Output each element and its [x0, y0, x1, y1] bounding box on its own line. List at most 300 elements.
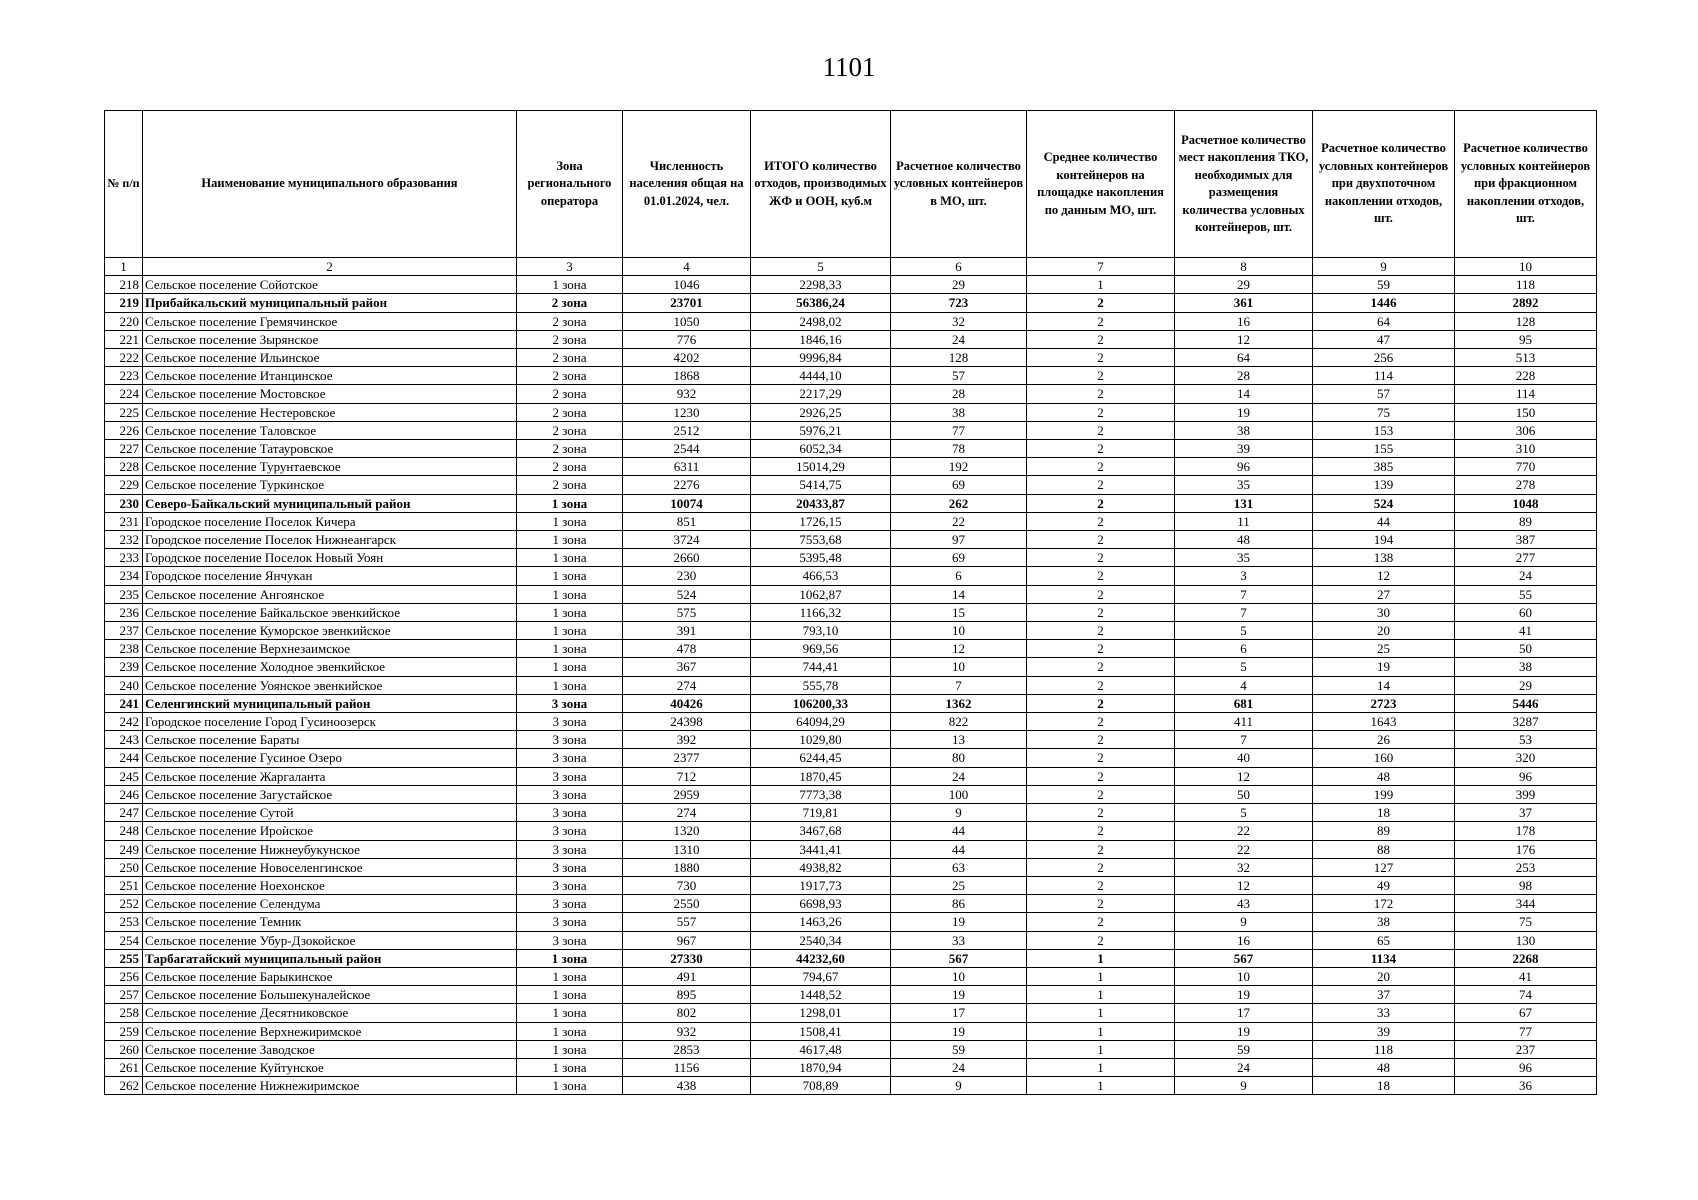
cell-zone: 2 зона	[517, 421, 623, 439]
column-number: 9	[1313, 258, 1455, 276]
cell-municipality-name: Городское поселение Город Гусиноозерск	[143, 713, 517, 731]
table-row	[105, 931, 1597, 949]
cell-row-number: 218	[105, 276, 143, 294]
table-row	[105, 549, 1597, 567]
cell-zone: 1 зона	[517, 531, 623, 549]
cell-zone: 3 зона	[517, 694, 623, 712]
cell-containers: 15	[891, 603, 1027, 621]
cell-row-number: 223	[105, 367, 143, 385]
cell-two-stream-containers: 194	[1313, 531, 1455, 549]
cell-population: 932	[623, 1022, 751, 1040]
cell-avg-containers: 2	[1027, 658, 1175, 676]
cell-row-number: 226	[105, 421, 143, 439]
table-row	[105, 458, 1597, 476]
cell-population: 1868	[623, 367, 751, 385]
cell-avg-containers: 2	[1027, 294, 1175, 312]
cell-zone: 3 зона	[517, 731, 623, 749]
cell-sites: 16	[1175, 931, 1313, 949]
cell-zone: 1 зона	[517, 658, 623, 676]
cell-fractional-containers: 228	[1455, 367, 1597, 385]
cell-population: 2544	[623, 440, 751, 458]
cell-population: 1050	[623, 312, 751, 330]
cell-sites: 64	[1175, 349, 1313, 367]
cell-row-number: 258	[105, 1004, 143, 1022]
cell-sites: 35	[1175, 549, 1313, 567]
cell-zone: 1 зона	[517, 1058, 623, 1076]
cell-avg-containers: 1	[1027, 967, 1175, 985]
header-cell-zone: Зона регионального оператора	[517, 111, 623, 258]
cell-zone: 3 зона	[517, 858, 623, 876]
table-row	[105, 676, 1597, 694]
cell-row-number: 241	[105, 694, 143, 712]
cell-zone: 1 зона	[517, 1004, 623, 1022]
cell-avg-containers: 2	[1027, 312, 1175, 330]
cell-sites: 567	[1175, 949, 1313, 967]
cell-avg-containers: 2	[1027, 421, 1175, 439]
cell-fractional-containers: 67	[1455, 1004, 1597, 1022]
cell-fractional-containers: 1048	[1455, 494, 1597, 512]
cell-containers: 14	[891, 585, 1027, 603]
header-cell-avg-containers: Среднее количество контейнеров на площадке накопления по данным МО, шт.	[1027, 111, 1175, 258]
cell-fractional-containers: 176	[1455, 840, 1597, 858]
cell-fractional-containers: 310	[1455, 440, 1597, 458]
cell-municipality-name: Сельское поселение Таловское	[143, 421, 517, 439]
cell-population: 1230	[623, 403, 751, 421]
cell-avg-containers: 2	[1027, 458, 1175, 476]
cell-municipality-name: Сельское поселение Итанцинское	[143, 367, 517, 385]
cell-fractional-containers: 344	[1455, 895, 1597, 913]
cell-row-number: 248	[105, 822, 143, 840]
header-cell-number: № п/п	[105, 111, 143, 258]
cell-fractional-containers: 36	[1455, 1077, 1597, 1095]
cell-population: 367	[623, 658, 751, 676]
cell-waste-total: 2540,34	[751, 931, 891, 949]
cell-municipality-name: Сельское поселение Куморское эвенкийское	[143, 622, 517, 640]
cell-sites: 40	[1175, 749, 1313, 767]
cell-containers: 38	[891, 403, 1027, 421]
cell-zone: 2 зона	[517, 403, 623, 421]
cell-containers: 19	[891, 913, 1027, 931]
cell-zone: 3 зона	[517, 895, 623, 913]
cell-sites: 17	[1175, 1004, 1313, 1022]
cell-sites: 12	[1175, 330, 1313, 348]
cell-fractional-containers: 278	[1455, 476, 1597, 494]
cell-sites: 411	[1175, 713, 1313, 731]
cell-population: 967	[623, 931, 751, 949]
cell-containers: 13	[891, 731, 1027, 749]
cell-sites: 9	[1175, 1077, 1313, 1095]
cell-two-stream-containers: 20	[1313, 622, 1455, 640]
cell-zone: 1 зона	[517, 567, 623, 585]
cell-waste-total: 744,41	[751, 658, 891, 676]
cell-zone: 2 зона	[517, 349, 623, 367]
cell-containers: 128	[891, 349, 1027, 367]
cell-two-stream-containers: 153	[1313, 421, 1455, 439]
cell-two-stream-containers: 27	[1313, 585, 1455, 603]
cell-containers: 69	[891, 549, 1027, 567]
cell-waste-total: 1166,32	[751, 603, 891, 621]
cell-containers: 77	[891, 421, 1027, 439]
cell-sites: 29	[1175, 276, 1313, 294]
cell-sites: 5	[1175, 658, 1313, 676]
cell-fractional-containers: 306	[1455, 421, 1597, 439]
cell-zone: 1 зона	[517, 986, 623, 1004]
cell-fractional-containers: 320	[1455, 749, 1597, 767]
cell-population: 2377	[623, 749, 751, 767]
cell-fractional-containers: 53	[1455, 731, 1597, 749]
cell-row-number: 240	[105, 676, 143, 694]
column-number: 3	[517, 258, 623, 276]
cell-two-stream-containers: 14	[1313, 676, 1455, 694]
cell-containers: 78	[891, 440, 1027, 458]
header-cell-name: Наименование муниципального образования	[143, 111, 517, 258]
cell-containers: 1362	[891, 694, 1027, 712]
cell-municipality-name: Северо-Байкальский муниципальный район	[143, 494, 517, 512]
table-row	[105, 785, 1597, 803]
cell-zone: 1 зона	[517, 549, 623, 567]
cell-row-number: 235	[105, 585, 143, 603]
cell-two-stream-containers: 1446	[1313, 294, 1455, 312]
cell-municipality-name: Сельское поселение Десятниковское	[143, 1004, 517, 1022]
cell-containers: 29	[891, 276, 1027, 294]
cell-two-stream-containers: 38	[1313, 913, 1455, 931]
cell-municipality-name: Прибайкальский муниципальный район	[143, 294, 517, 312]
cell-fractional-containers: 2268	[1455, 949, 1597, 967]
header-cell-fractional: Расчетное количество условных контейнеров при фракционном накоплении отходов, шт.	[1455, 111, 1597, 258]
cell-avg-containers: 2	[1027, 403, 1175, 421]
table-row	[105, 512, 1597, 530]
cell-two-stream-containers: 155	[1313, 440, 1455, 458]
table-body	[105, 276, 1597, 1095]
table-row-district	[105, 694, 1597, 712]
cell-fractional-containers: 29	[1455, 676, 1597, 694]
cell-sites: 5	[1175, 804, 1313, 822]
cell-population: 2276	[623, 476, 751, 494]
cell-zone: 1 зона	[517, 676, 623, 694]
cell-avg-containers: 2	[1027, 858, 1175, 876]
table-row-district	[105, 949, 1597, 967]
cell-two-stream-containers: 139	[1313, 476, 1455, 494]
cell-row-number: 225	[105, 403, 143, 421]
table-row	[105, 440, 1597, 458]
column-number: 10	[1455, 258, 1597, 276]
cell-waste-total: 5395,48	[751, 549, 891, 567]
cell-municipality-name: Сельское поселение Заводское	[143, 1040, 517, 1058]
cell-two-stream-containers: 12	[1313, 567, 1455, 585]
cell-waste-total: 44232,60	[751, 949, 891, 967]
cell-avg-containers: 2	[1027, 440, 1175, 458]
table-row	[105, 1022, 1597, 1040]
cell-population: 24398	[623, 713, 751, 731]
cell-zone: 1 зона	[517, 603, 623, 621]
cell-sites: 7	[1175, 603, 1313, 621]
table-row	[105, 421, 1597, 439]
cell-containers: 10	[891, 622, 1027, 640]
cell-containers: 9	[891, 1077, 1027, 1095]
cell-containers: 69	[891, 476, 1027, 494]
table-row	[105, 840, 1597, 858]
cell-population: 712	[623, 767, 751, 785]
cell-waste-total: 1870,45	[751, 767, 891, 785]
table-row-district	[105, 494, 1597, 512]
cell-containers: 19	[891, 1022, 1027, 1040]
cell-avg-containers: 2	[1027, 494, 1175, 512]
cell-avg-containers: 2	[1027, 476, 1175, 494]
column-number: 4	[623, 258, 751, 276]
cell-avg-containers: 2	[1027, 804, 1175, 822]
table-row	[105, 276, 1597, 294]
cell-fractional-containers: 513	[1455, 349, 1597, 367]
cell-sites: 48	[1175, 531, 1313, 549]
cell-population: 895	[623, 986, 751, 1004]
cell-containers: 44	[891, 840, 1027, 858]
cell-two-stream-containers: 2723	[1313, 694, 1455, 712]
cell-population: 932	[623, 385, 751, 403]
cell-municipality-name: Сельское поселение Татауровское	[143, 440, 517, 458]
cell-two-stream-containers: 138	[1313, 549, 1455, 567]
cell-sites: 35	[1175, 476, 1313, 494]
cell-row-number: 229	[105, 476, 143, 494]
cell-waste-total: 6244,45	[751, 749, 891, 767]
cell-row-number: 224	[105, 385, 143, 403]
cell-row-number: 228	[105, 458, 143, 476]
cell-row-number: 242	[105, 713, 143, 731]
header-cell-population: Численность населения общая на 01.01.2024, чел.	[623, 111, 751, 258]
cell-municipality-name: Сельское поселение Сутой	[143, 804, 517, 822]
cell-row-number: 238	[105, 640, 143, 658]
cell-containers: 80	[891, 749, 1027, 767]
cell-two-stream-containers: 44	[1313, 512, 1455, 530]
cell-row-number: 256	[105, 967, 143, 985]
cell-municipality-name: Сельское поселение Большекуналейское	[143, 986, 517, 1004]
cell-municipality-name: Сельское поселение Ноехонское	[143, 876, 517, 894]
table-row	[105, 603, 1597, 621]
cell-avg-containers: 2	[1027, 731, 1175, 749]
cell-population: 2853	[623, 1040, 751, 1058]
cell-waste-total: 793,10	[751, 622, 891, 640]
cell-containers: 57	[891, 367, 1027, 385]
cell-fractional-containers: 5446	[1455, 694, 1597, 712]
cell-two-stream-containers: 88	[1313, 840, 1455, 858]
cell-row-number: 243	[105, 731, 143, 749]
cell-sites: 131	[1175, 494, 1313, 512]
table-row	[105, 531, 1597, 549]
cell-two-stream-containers: 33	[1313, 1004, 1455, 1022]
table-row	[105, 1077, 1597, 1095]
cell-avg-containers: 2	[1027, 676, 1175, 694]
cell-two-stream-containers: 65	[1313, 931, 1455, 949]
cell-fractional-containers: 50	[1455, 640, 1597, 658]
header-cell-sites: Расчетное количество мест накопления ТКО, необходимых для размещения количества условных контейнеров, шт.	[1175, 111, 1313, 258]
cell-two-stream-containers: 127	[1313, 858, 1455, 876]
cell-fractional-containers: 38	[1455, 658, 1597, 676]
cell-municipality-name: Сельское поселение Нижнеубукунское	[143, 840, 517, 858]
data-table	[104, 110, 1597, 1095]
table-row	[105, 876, 1597, 894]
table-row	[105, 640, 1597, 658]
cell-municipality-name: Городское поселение Поселок Кичера	[143, 512, 517, 530]
cell-municipality-name: Сельское поселение Жаргаланта	[143, 767, 517, 785]
cell-containers: 86	[891, 895, 1027, 913]
column-number: 6	[891, 258, 1027, 276]
cell-avg-containers: 2	[1027, 603, 1175, 621]
cell-avg-containers: 2	[1027, 531, 1175, 549]
cell-fractional-containers: 770	[1455, 458, 1597, 476]
cell-population: 776	[623, 330, 751, 348]
cell-fractional-containers: 2892	[1455, 294, 1597, 312]
table-row	[105, 822, 1597, 840]
cell-population: 2550	[623, 895, 751, 913]
cell-two-stream-containers: 20	[1313, 967, 1455, 985]
cell-sites: 19	[1175, 986, 1313, 1004]
cell-population: 478	[623, 640, 751, 658]
cell-waste-total: 2926,25	[751, 403, 891, 421]
cell-municipality-name: Сельское поселение Убур-Дзокойское	[143, 931, 517, 949]
cell-zone: 2 зона	[517, 458, 623, 476]
header-cell-two-stream: Расчетное количество условных контейнеров при двухпоточном накоплении отходов, шт.	[1313, 111, 1455, 258]
header-cell-containers: Расчетное количество условных контейнеров в МО, шт.	[891, 111, 1027, 258]
cell-containers: 32	[891, 312, 1027, 330]
cell-waste-total: 555,78	[751, 676, 891, 694]
cell-municipality-name: Сельское поселение Ироѝское	[143, 822, 517, 840]
cell-zone: 3 зона	[517, 876, 623, 894]
cell-waste-total: 1298,01	[751, 1004, 891, 1022]
cell-waste-total: 1726,15	[751, 512, 891, 530]
cell-zone: 1 зона	[517, 1077, 623, 1095]
cell-zone: 1 зона	[517, 585, 623, 603]
cell-municipality-name: Сельское поселение Куйтунское	[143, 1058, 517, 1076]
cell-avg-containers: 2	[1027, 349, 1175, 367]
cell-waste-total: 708,89	[751, 1077, 891, 1095]
cell-containers: 24	[891, 767, 1027, 785]
cell-fractional-containers: 399	[1455, 785, 1597, 803]
header-cell-waste-total: ИТОГО количество отходов, производимых ЖФ и ООН, куб.м	[751, 111, 891, 258]
cell-row-number: 227	[105, 440, 143, 458]
cell-avg-containers: 2	[1027, 367, 1175, 385]
table-row	[105, 858, 1597, 876]
cell-municipality-name: Сельское поселение Байкальское эвенкийское	[143, 603, 517, 621]
cell-sites: 59	[1175, 1040, 1313, 1058]
cell-sites: 50	[1175, 785, 1313, 803]
cell-two-stream-containers: 199	[1313, 785, 1455, 803]
cell-row-number: 234	[105, 567, 143, 585]
cell-row-number: 250	[105, 858, 143, 876]
cell-two-stream-containers: 26	[1313, 731, 1455, 749]
page-number: 1101	[822, 52, 876, 82]
cell-avg-containers: 2	[1027, 767, 1175, 785]
cell-zone: 2 зона	[517, 476, 623, 494]
cell-avg-containers: 2	[1027, 567, 1175, 585]
cell-containers: 97	[891, 531, 1027, 549]
cell-sites: 19	[1175, 403, 1313, 421]
cell-row-number: 257	[105, 986, 143, 1004]
cell-municipality-name: Сельское поселение Гусиное Озеро	[143, 749, 517, 767]
cell-sites: 5	[1175, 622, 1313, 640]
cell-waste-total: 1062,87	[751, 585, 891, 603]
cell-containers: 28	[891, 385, 1027, 403]
cell-zone: 2 зона	[517, 385, 623, 403]
cell-waste-total: 64094,29	[751, 713, 891, 731]
cell-zone: 2 зона	[517, 330, 623, 348]
cell-municipality-name: Городское поселение Поселок Нижнеангарск	[143, 531, 517, 549]
cell-containers: 723	[891, 294, 1027, 312]
cell-fractional-containers: 118	[1455, 276, 1597, 294]
cell-population: 6311	[623, 458, 751, 476]
cell-zone: 1 зона	[517, 276, 623, 294]
cell-zone: 3 зона	[517, 822, 623, 840]
cell-containers: 10	[891, 658, 1027, 676]
cell-row-number: 251	[105, 876, 143, 894]
cell-avg-containers: 2	[1027, 640, 1175, 658]
cell-waste-total: 7553,68	[751, 531, 891, 549]
cell-zone: 2 зона	[517, 294, 623, 312]
cell-population: 524	[623, 585, 751, 603]
cell-fractional-containers: 24	[1455, 567, 1597, 585]
cell-avg-containers: 2	[1027, 512, 1175, 530]
table-row	[105, 585, 1597, 603]
cell-row-number: 219	[105, 294, 143, 312]
table-row	[105, 731, 1597, 749]
cell-avg-containers: 2	[1027, 585, 1175, 603]
cell-population: 10074	[623, 494, 751, 512]
cell-municipality-name: Сельское поселение Нижнежиримское	[143, 1077, 517, 1095]
cell-fractional-containers: 37	[1455, 804, 1597, 822]
cell-containers: 59	[891, 1040, 1027, 1058]
cell-population: 230	[623, 567, 751, 585]
cell-avg-containers: 1	[1027, 949, 1175, 967]
cell-waste-total: 1463,26	[751, 913, 891, 931]
cell-waste-total: 719,81	[751, 804, 891, 822]
cell-zone: 1 зона	[517, 494, 623, 512]
cell-row-number: 236	[105, 603, 143, 621]
cell-containers: 192	[891, 458, 1027, 476]
cell-waste-total: 9996,84	[751, 349, 891, 367]
cell-sites: 6	[1175, 640, 1313, 658]
cell-row-number: 245	[105, 767, 143, 785]
cell-sites: 16	[1175, 312, 1313, 330]
cell-waste-total: 106200,33	[751, 694, 891, 712]
table-row	[105, 349, 1597, 367]
cell-two-stream-containers: 18	[1313, 804, 1455, 822]
cell-row-number: 239	[105, 658, 143, 676]
cell-population: 4202	[623, 349, 751, 367]
cell-waste-total: 1917,73	[751, 876, 891, 894]
cell-waste-total: 5976,21	[751, 421, 891, 439]
cell-zone: 3 зона	[517, 713, 623, 731]
cell-municipality-name: Сельское поселение Гремячинское	[143, 312, 517, 330]
cell-sites: 38	[1175, 421, 1313, 439]
cell-municipality-name: Сельское поселение Селендума	[143, 895, 517, 913]
table-row	[105, 913, 1597, 931]
cell-zone: 1 зона	[517, 949, 623, 967]
cell-waste-total: 4444,10	[751, 367, 891, 385]
cell-containers: 12	[891, 640, 1027, 658]
table-row	[105, 385, 1597, 403]
table-row	[105, 1058, 1597, 1076]
cell-municipality-name: Сельское поселение Ангоянское	[143, 585, 517, 603]
cell-sites: 7	[1175, 585, 1313, 603]
cell-two-stream-containers: 1643	[1313, 713, 1455, 731]
cell-sites: 12	[1175, 876, 1313, 894]
cell-fractional-containers: 55	[1455, 585, 1597, 603]
cell-municipality-name: Сельское поселение Верхнезаимское	[143, 640, 517, 658]
cell-two-stream-containers: 39	[1313, 1022, 1455, 1040]
cell-row-number: 262	[105, 1077, 143, 1095]
cell-row-number: 253	[105, 913, 143, 931]
cell-containers: 19	[891, 986, 1027, 1004]
cell-two-stream-containers: 75	[1313, 403, 1455, 421]
cell-row-number: 259	[105, 1022, 143, 1040]
